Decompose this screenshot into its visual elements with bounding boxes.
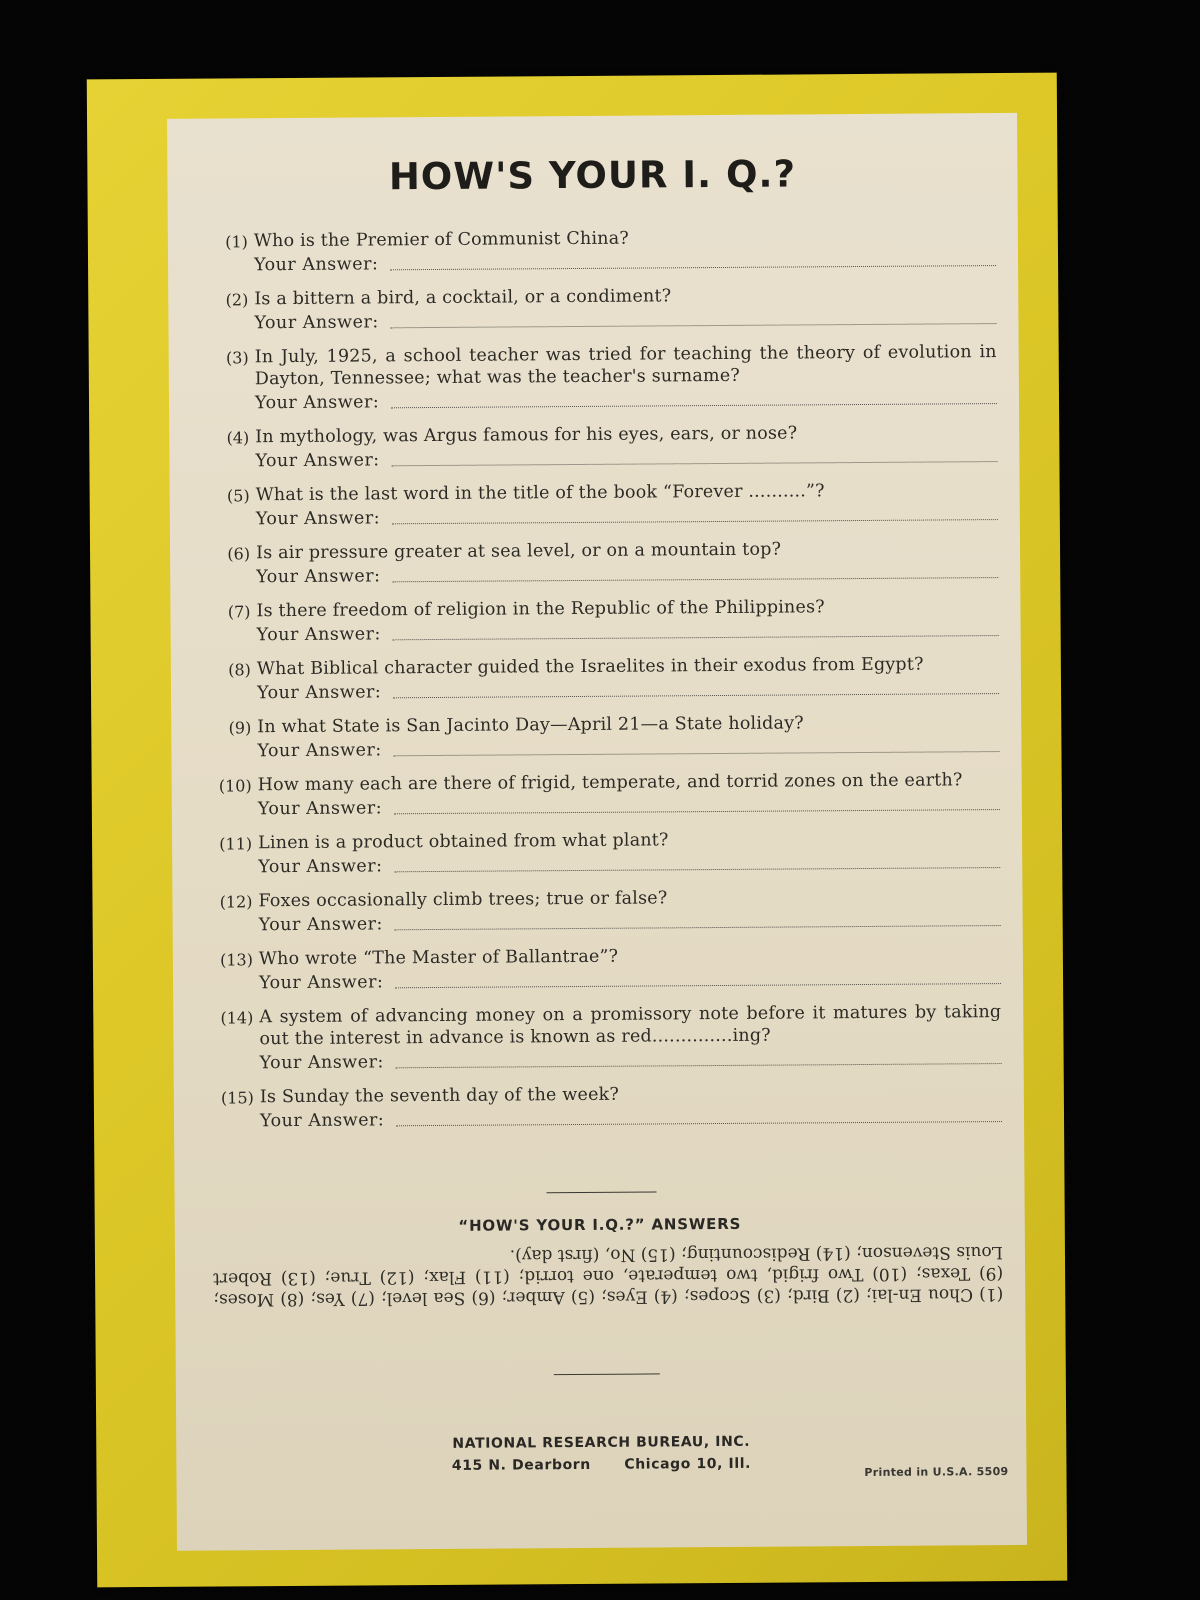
divider-rule (547, 1191, 657, 1193)
answer-line (258, 793, 1000, 820)
divider-rule (554, 1373, 660, 1375)
question-text: Is air pressure greater at sea level, or on a mountain top? (255, 539, 782, 564)
question-number: (10) (218, 776, 252, 796)
question-text: What is the last word in the title of the book “Forever ..........”? (255, 481, 825, 506)
answer-blank (393, 576, 999, 582)
question-text: Is a bittern a bird, a cocktail, or a condiment? (254, 286, 672, 310)
answer-blank (391, 322, 997, 328)
answer-line (256, 503, 998, 530)
page-title: HOW'S YOUR I. Q.? (388, 152, 797, 199)
question-item (199, 341, 997, 415)
question-number: (1) (225, 232, 248, 252)
answer-label: Your Answer: (259, 1052, 384, 1074)
answer-blank (395, 924, 1001, 930)
answer-line (256, 561, 998, 588)
answer-line (259, 967, 1001, 994)
question-text: Linen is a product obtained from what plant? (258, 830, 669, 854)
question-text: Foxes occasionally climb trees; true or false? (258, 888, 668, 912)
printed-notice: Printed in U.S.A. 5509 (864, 1465, 1009, 1480)
answer-blank (396, 1120, 1002, 1126)
question-item (203, 943, 1001, 995)
answer-blank (392, 460, 998, 466)
question-number: (5) (226, 486, 250, 506)
answer-label: Your Answer: (254, 312, 379, 334)
answer-blank (393, 692, 999, 698)
booklet-cover (87, 73, 1068, 1588)
question-item (200, 479, 998, 531)
question-item (198, 225, 996, 277)
question-item (202, 885, 1000, 937)
answer-label: Your Answer: (257, 798, 383, 820)
answer-label: Your Answer: (258, 856, 383, 878)
answer-line (258, 851, 1000, 878)
answer-line (255, 387, 997, 414)
question-number: (13) (219, 950, 253, 970)
answer-blank (393, 634, 999, 640)
answer-blank (392, 518, 998, 524)
question-item (204, 1081, 1002, 1133)
question-number: (8) (228, 660, 251, 680)
answer-line (259, 909, 1001, 936)
answer-line (260, 1105, 1002, 1132)
question-text: In July, 1925, a school teacher was tried for teaching the theory of evolution in Dayton, Tennessee; what was the teacher's surname? (254, 342, 997, 390)
question-item (198, 283, 996, 335)
answer-label: Your Answer: (256, 566, 381, 588)
answer-blank (395, 982, 1001, 988)
quiz-page (167, 113, 1027, 1551)
question-text: How many each are there of frigid, temperate, and torrid zones on the earth? (257, 770, 963, 796)
answer-label: Your Answer: (258, 972, 384, 994)
question-number: (7) (227, 602, 251, 622)
question-number: (2) (225, 290, 249, 310)
question-number: (9) (228, 718, 252, 738)
question-list (198, 225, 1002, 1145)
answer-blank (390, 264, 996, 270)
question-item (201, 711, 999, 763)
answer-blank (395, 866, 1001, 872)
publisher-city: Chicago 10, Ill. (624, 1455, 752, 1473)
question-text: In mythology, was Argus famous for his eyes, ears, or nose? (255, 423, 798, 448)
answer-label: Your Answer: (255, 450, 380, 472)
answer-label: Your Answer: (253, 254, 379, 276)
question-number: (4) (226, 428, 250, 448)
question-item (201, 653, 999, 705)
answer-blank (394, 750, 1000, 756)
answer-line (257, 677, 999, 704)
answer-blank (391, 402, 997, 408)
question-item (202, 827, 1000, 879)
answer-blank (394, 808, 1000, 814)
question-text: What Biblical character guided the Israelites in their exodus from Egypt? (256, 654, 924, 680)
question-text: In what State is San Jacinto Day—April 21—a State holiday? (257, 713, 804, 738)
question-item (200, 537, 998, 589)
answer-label: Your Answer: (255, 508, 381, 530)
answer-line (260, 1047, 1002, 1074)
answers-title: “HOW'S YOUR I.Q.?” ANSWERS (458, 1214, 742, 1235)
question-item (203, 1001, 1001, 1075)
question-number: (11) (219, 834, 253, 854)
answer-blank (396, 1062, 1002, 1068)
answer-line (254, 249, 996, 276)
question-text: Who is the Premier of Communist China? (253, 228, 629, 252)
answer-label: Your Answer: (258, 914, 383, 936)
answer-label: Your Answer: (257, 740, 382, 762)
answer-label: Your Answer: (254, 392, 380, 414)
question-text: Is Sunday the seventh day of the week? (259, 1084, 620, 1108)
answer-label: Your Answer: (259, 1110, 385, 1132)
publisher-name: NATIONAL RESEARCH BUREAU, INC. (452, 1433, 751, 1452)
answer-line (257, 735, 999, 762)
answers-text-upside-down: (1) Chou En-lai; (2) Bird; (3) Scopes; (4) Eyes; (5) Amber; (6) Sea level; (7) Yes; (8) Moses; (9) Texas; (10) Two frigid, two temperate, one torrid; (11) Flax; (12) True; (13) Robert Louis Stevenson; (14) Rediscounting; (15) No, (first day). (213, 1242, 1004, 1310)
answer-label: Your Answer: (256, 682, 382, 704)
publisher-street: 415 N. Dearborn (451, 1456, 591, 1474)
question-number: (6) (227, 544, 251, 564)
question-item (202, 769, 1000, 821)
question-number: (15) (220, 1088, 254, 1108)
question-item (200, 595, 998, 647)
answer-line (257, 619, 999, 646)
question-text: Who wrote “The Master of Ballantrae”? (258, 946, 619, 970)
answer-label: Your Answer: (256, 624, 381, 646)
answer-line (254, 307, 996, 334)
question-text: A system of advancing money on a promissory note before it matures by taking out the interest in advance is known as red..............ing? (259, 1002, 1002, 1050)
answer-line (255, 445, 997, 472)
question-number: (3) (225, 348, 249, 368)
question-text: Is there freedom of religion in the Republic of the Philippines? (256, 597, 825, 622)
question-item (199, 421, 997, 473)
question-number: (14) (220, 1008, 254, 1028)
question-number: (12) (219, 892, 253, 912)
